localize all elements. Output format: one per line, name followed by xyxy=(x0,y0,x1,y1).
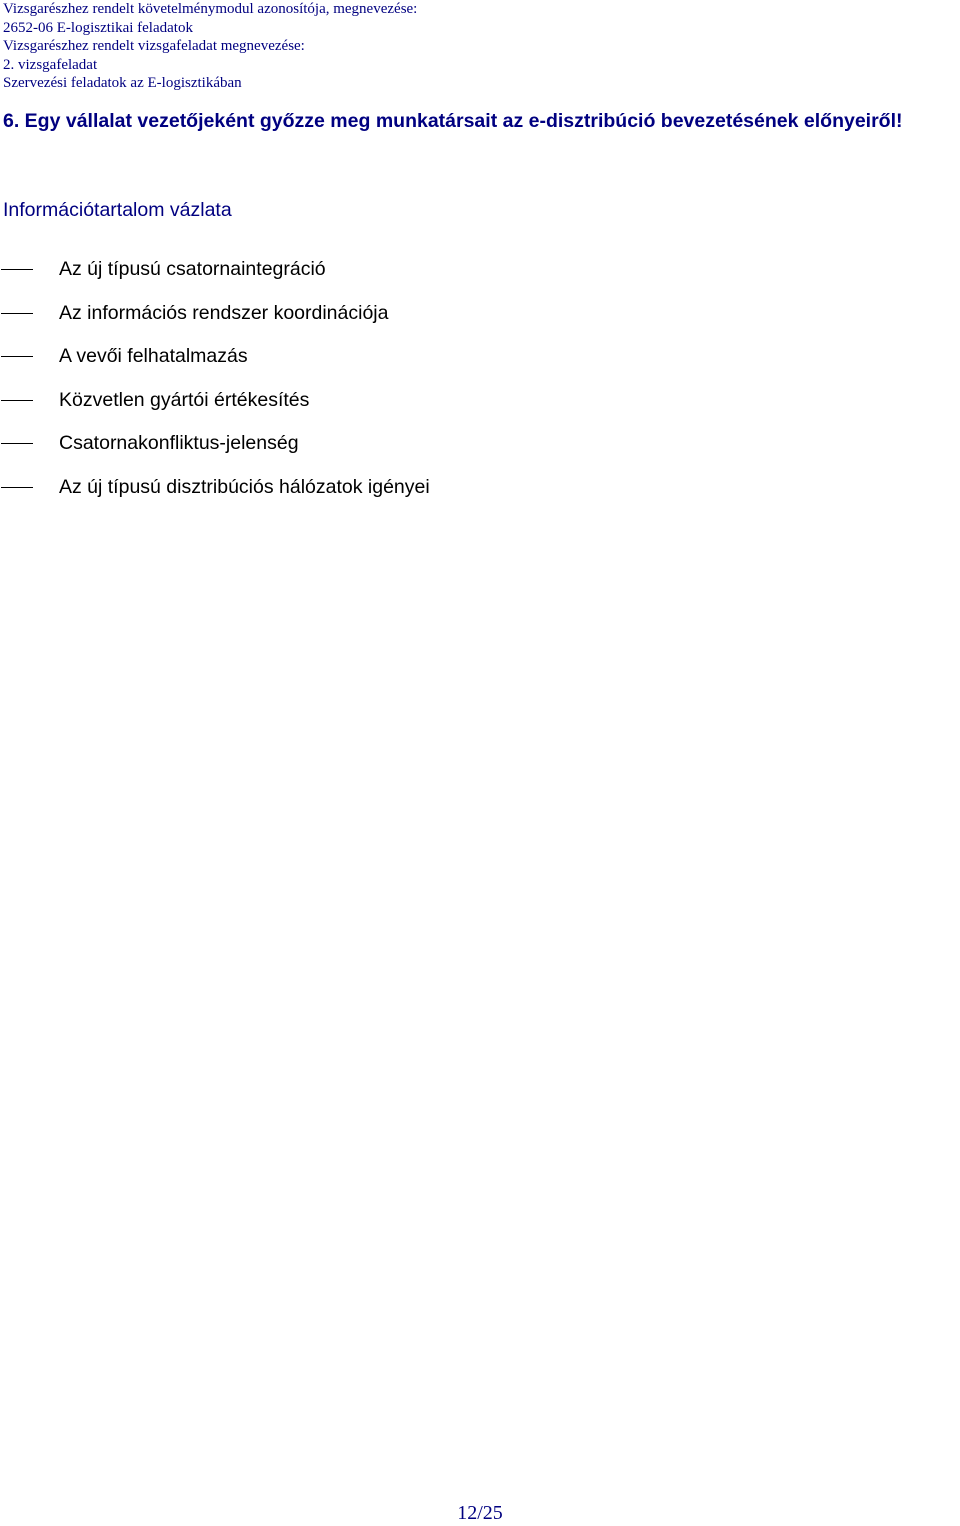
outline-list xyxy=(0,255,900,517)
outline-item xyxy=(0,255,900,299)
header-line-module-name: 2652-06 E-logisztikai feladatok xyxy=(3,19,193,36)
document-header xyxy=(3,0,953,93)
dash-bullet-icon xyxy=(1,400,33,401)
outline-item xyxy=(0,473,900,517)
outline-title: Információtartalom vázlata xyxy=(3,199,232,221)
header-line-task-number: 2. vizsgafeladat xyxy=(3,56,98,73)
header-line-task-name: Szervezési feladatok az E-logisztikában xyxy=(3,75,242,92)
outline-item-text: Közvetlen gyártói értékesítés xyxy=(59,388,310,411)
header-line-task-label: Vizsgarészhez rendelt vizsgafeladat megnevezése: xyxy=(3,38,305,55)
outline-item xyxy=(0,299,900,343)
outline-item-text: Az információs rendszer koordinációja xyxy=(59,301,389,324)
page-number: 12/25 xyxy=(457,1502,503,1524)
outline-item-text: Az új típusú disztribúciós hálózatok igényei xyxy=(59,475,430,498)
outline-item-text: Az új típusú csatornaintegráció xyxy=(59,258,326,280)
dash-bullet-icon xyxy=(1,269,33,270)
dash-bullet-icon xyxy=(1,313,33,314)
outline-item-text: Csatornakonfliktus-jelenség xyxy=(59,432,299,455)
header-line-module-label: Vizsgarészhez rendelt követelménymodul azonosítója, megnevezése: xyxy=(3,1,418,17)
dash-bullet-icon xyxy=(1,443,33,444)
outline-item xyxy=(0,342,900,386)
dash-bullet-icon xyxy=(1,487,33,488)
outline-item xyxy=(0,386,900,430)
dash-bullet-icon xyxy=(1,356,33,357)
outline-item-text: A vevői felhatalmazás xyxy=(59,345,248,368)
outline-item xyxy=(0,429,900,473)
task-statement: 6. Egy vállalat vezetőjeként győzze meg munkatársait az e-disztribúció bevezetésének előnyeiről! xyxy=(3,110,903,132)
